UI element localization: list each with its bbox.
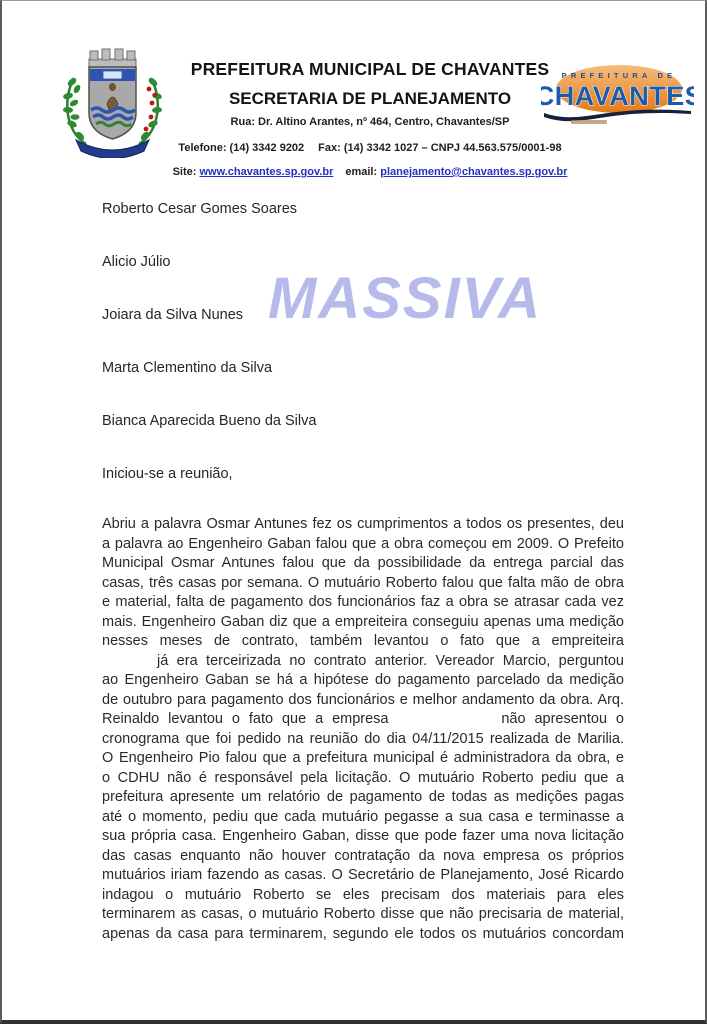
body-line: mais. Engenheiro Gaban diz que a empreiteira conseguiu apenas uma medição bbox=[102, 613, 624, 630]
body-paragraph bbox=[102, 515, 624, 944]
attendee-name: Joiara da Silva Nunes bbox=[102, 307, 244, 323]
body-line: e material, falta de pagamento dos funcionários faz a obra se atrasar cada vez bbox=[102, 594, 624, 610]
body-line: já era terceirizada no contrato anterior. Vereador Marcio, perguntou bbox=[102, 652, 624, 672]
brand-top-text: PREFEITURA DE bbox=[561, 71, 677, 80]
body-line: sua própria casa. Engenheiro Gaban, disse que pode fazer uma nova licitação bbox=[102, 828, 624, 844]
body-line: O Engenheiro Pio falou que a prefeitura municipal é administradora da obra, e bbox=[102, 750, 624, 766]
site-email-line bbox=[150, 166, 590, 178]
attendee-name: Marta Clementino da Silva bbox=[102, 360, 273, 376]
body-line: o CDHU não é responsável pela licitação. O mutuário Roberto pediu que a bbox=[102, 769, 624, 786]
body-line: cronograma que foi pedido na reunião do dia 04/11/2015 realizada de Marilia. bbox=[102, 730, 624, 747]
document-body bbox=[102, 201, 624, 944]
body-line: a palavra ao Engenheiro Gaban falou que a obra começou em 2009. O Prefeito bbox=[102, 535, 624, 552]
body-line: prefeitura apresente um relatório de pagamento de todas as medições pagas bbox=[102, 789, 624, 805]
body-line: das casas enquanto não houver contratação da nova empresa os próprios bbox=[102, 847, 624, 864]
site-label: Site: bbox=[172, 166, 197, 178]
body-line: casas, três casas por semana. O mutuário Roberto falou que falta mão de obra bbox=[102, 574, 624, 591]
attendee-name: Alicio Júlio bbox=[102, 254, 171, 270]
body-line: nesses meses de contrato, também levantou o fato que a empreiteira bbox=[102, 633, 624, 649]
chavantes-brand-icon bbox=[541, 60, 694, 138]
fax-cnpj-value: Fax: (14) 3342 1027 – CNPJ 44.563.575/0001-98 bbox=[318, 142, 562, 154]
body-line: apenas da casa para terminarem, segundo ele todos os mutuários concordam bbox=[102, 925, 624, 942]
body-line: terminarem as casas, o mutuário Roberto disse que não precisaria de material, bbox=[102, 906, 624, 922]
redacted-blank bbox=[102, 664, 157, 665]
brand-name-text: CHAVANTES bbox=[541, 81, 694, 111]
chavantes-brand-logo bbox=[541, 60, 694, 138]
telephone-value: Telefone: (14) 3342 9202 bbox=[178, 142, 305, 154]
letterhead-text-block bbox=[150, 59, 590, 178]
brand-tagline-blur bbox=[571, 120, 607, 124]
email-link[interactable]: planejamento@chavantes.sp.gov.br bbox=[380, 166, 568, 178]
telephone-line bbox=[150, 143, 590, 154]
address-line: Rua: Dr. Altino Arantes, nº 464, Centro, Chavantes/SP bbox=[230, 116, 510, 128]
body-line: mutuários iriam fazendo as casas. O Secretário de Planejamento, José Ricardo bbox=[102, 867, 624, 883]
attendee-name: Bianca Aparecida Bueno da Silva bbox=[102, 413, 317, 429]
body-line: ao Engenheiro Gaban se há a hipótese do pagamento parcelado da medição bbox=[102, 672, 624, 688]
body-line: de outubro para pagamento dos funcionários e melhor andamento da obra. Arq. bbox=[102, 691, 624, 708]
redacted-blank bbox=[397, 722, 492, 723]
attendee-name: Roberto Cesar Gomes Soares bbox=[102, 201, 298, 217]
email-label: email: bbox=[345, 166, 378, 178]
department-name: SECRETARIA DE PLANEJAMENTO bbox=[228, 89, 512, 108]
body-line: Reinaldo levantou o fato que a empresa não apresentou o bbox=[102, 711, 624, 727]
body-line: indagou o mutuário Roberto se eles precisam dos materiais para eles bbox=[102, 886, 624, 903]
body-line: Abriu a palavra Osmar Antunes fez os cumprimentos a todos os presentes, deu bbox=[102, 516, 624, 532]
body-line: Municipal Osmar Antunes falou que da possibilidade da entrega parcial das bbox=[102, 555, 624, 571]
org-name: PREFEITURA MUNICIPAL DE CHAVANTES bbox=[190, 59, 550, 79]
site-link[interactable]: www.chavantes.sp.gov.br bbox=[199, 166, 334, 178]
opening-line: Iniciou-se a reunião, bbox=[102, 466, 233, 482]
watermark-text: MASSIVA bbox=[268, 266, 542, 331]
body-line: até o momento, pediu que cada mutuário pegasse a sua casa e terminasse a bbox=[102, 808, 624, 825]
